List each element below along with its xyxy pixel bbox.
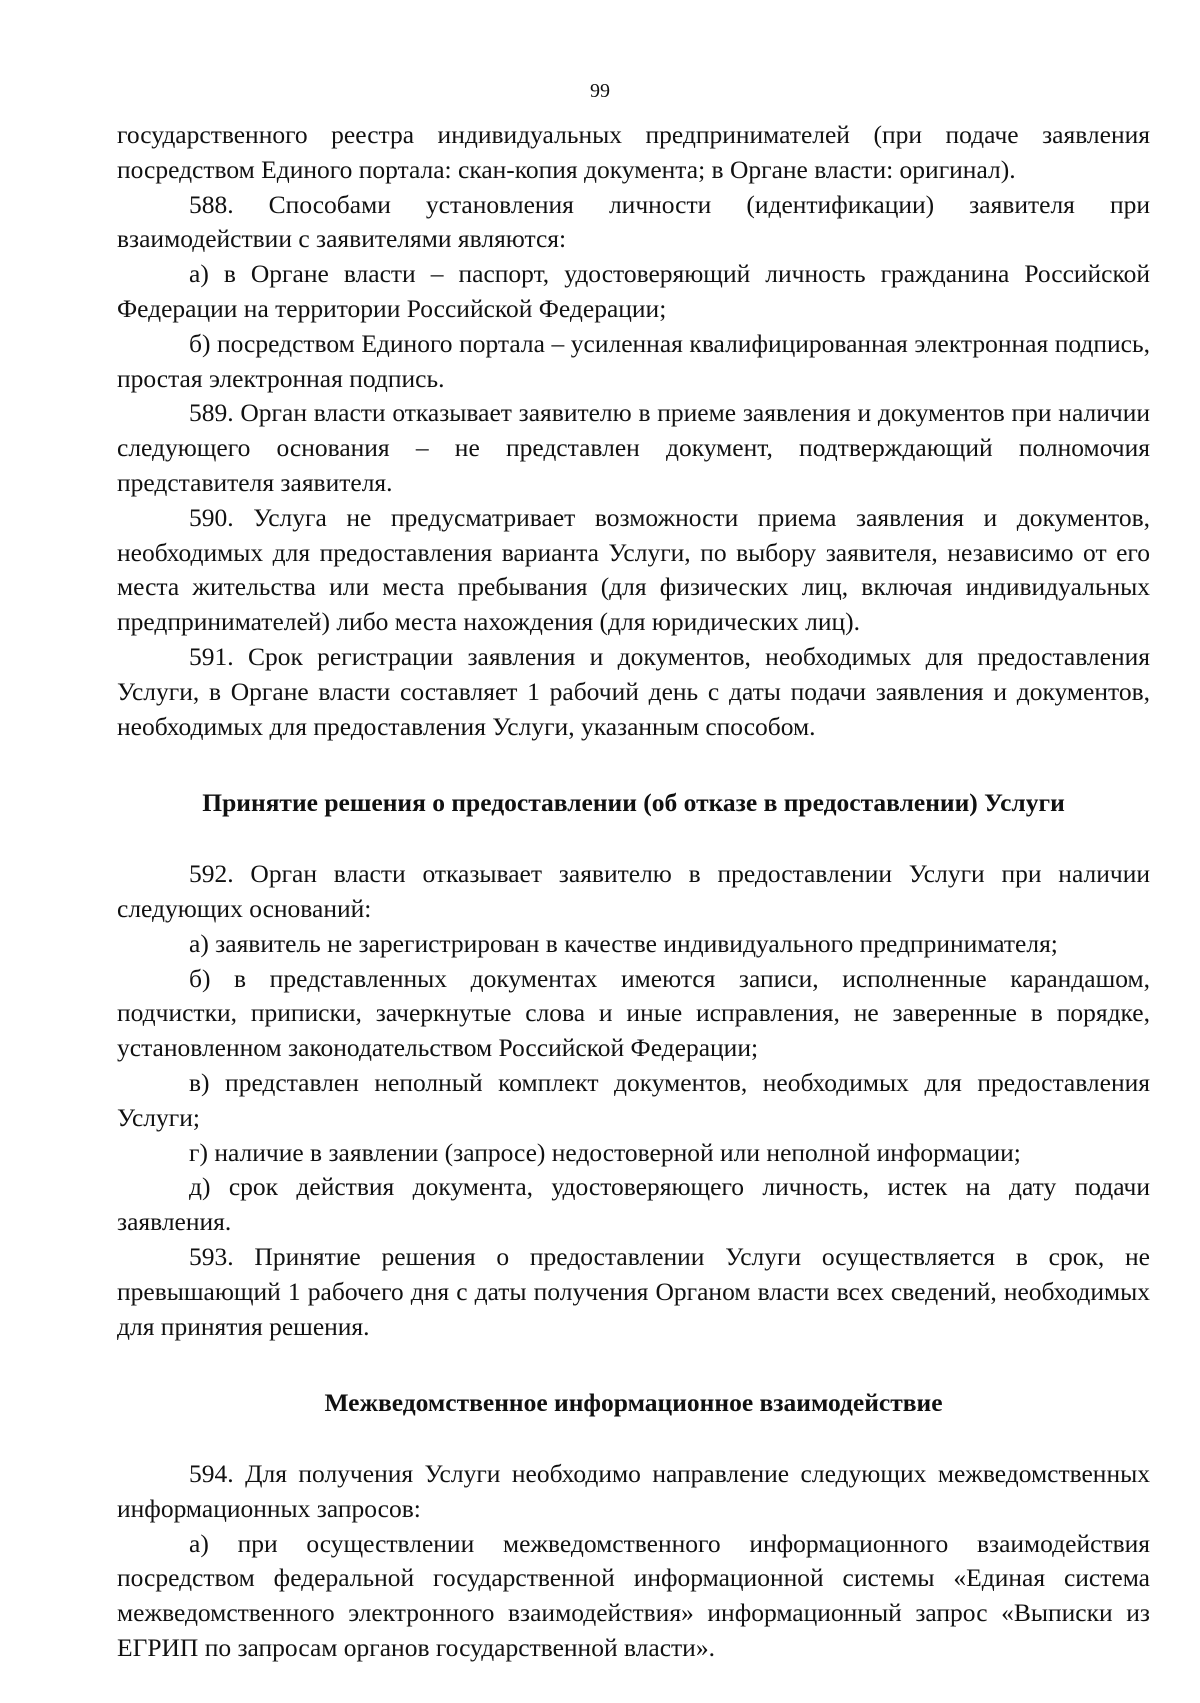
paragraph-592-d: д) срок действия документа, удостоверяющего личность, истек на дату подачи заявления.	[117, 1172, 1150, 1237]
paragraph-592-b: б) в представленных документах имеются записи, исполненные карандашом, подчистки, приписки, зачеркнутые слова и иные исправления, не заверенные в порядке, установленном законодательством Российской Федерации;	[117, 963, 1150, 1063]
paragraph-589: 589. Орган власти отказывает заявителю в приеме заявления и документов при наличии следующего основания – не представлен документ, подтверждающий полномочия представителя заявителя.	[117, 398, 1150, 497]
paragraph-588-b: б) посредством Единого портала – усиленная квалифицированная электронная подпись, простая электронная подпись.	[117, 328, 1150, 393]
paragraph-592-g: г) наличие в заявлении (запросе) недостоверной или неполной информации;	[189, 1137, 1021, 1167]
page-number: 99	[590, 80, 610, 102]
document-body	[117, 118, 1150, 1666]
paragraph-590: 590. Услуга не предусматривает возможности приема заявления и документов, необходимых для предоставления варианта Услуги, по выбору заявителя, независимо от его места жительства или места пребывания (для физических лиц, включая индивидуальных предпринимателей) либо места нахождения (для юридических лиц).	[117, 502, 1150, 637]
paragraph-592-v: в) представлен неполный комплект документов, необходимых для предоставления Услуги;	[117, 1067, 1150, 1132]
paragraph-594-a: а) при осуществлении межведомственного информационного взаимодействия посредством федеральной государственной информационной системы «Единая система межведомственного электронного взаимодействия» информационный запрос «Выписки из ЕГРИП по запросам органов государственной власти».	[117, 1528, 1150, 1663]
section-heading-decision: Принятие решения о предоставлении (об отказе в предоставлении) Услуги	[202, 788, 1065, 818]
section-heading-interaction: Межведомственное информационное взаимодействие	[324, 1388, 943, 1418]
paragraph-588-a: а) в Органе власти – паспорт, удостоверяющий личность гражданина Российской Федерации на территории Российской Федерации;	[117, 259, 1150, 323]
paragraph-continuation: государственного реестра индивидуальных предпринимателей (при подаче заявления посредством Единого портала: скан-копия документа; в Органе власти: оригинал).	[117, 120, 1150, 184]
paragraph-591: 591. Срок регистрации заявления и документов, необходимых для предоставления Услуги, в Органе власти составляет 1 рабочий день с даты подачи заявления и документов, необходимых для предоставления Услуги, указанным способом.	[117, 641, 1150, 741]
paragraph-592: 592. Орган власти отказывает заявителю в предоставлении Услуги при наличии следующих оснований:	[117, 859, 1150, 923]
paragraph-592-a: а) заявитель не зарегистрирован в качестве индивидуального предпринимателя;	[189, 928, 1058, 958]
paragraph-593: 593. Принятие решения о предоставлении Услуги осуществляется в срок, не превышающий 1 рабочего дня с даты получения Органом власти всех сведений, необходимых для принятия решения.	[117, 1241, 1150, 1341]
paragraph-588: 588. Способами установления личности (идентификации) заявителя при взаимодействии с заявителями являются:	[117, 189, 1150, 254]
paragraph-594: 594. Для получения Услуги необходимо направление следующих межведомственных информационных запросов:	[117, 1459, 1150, 1523]
